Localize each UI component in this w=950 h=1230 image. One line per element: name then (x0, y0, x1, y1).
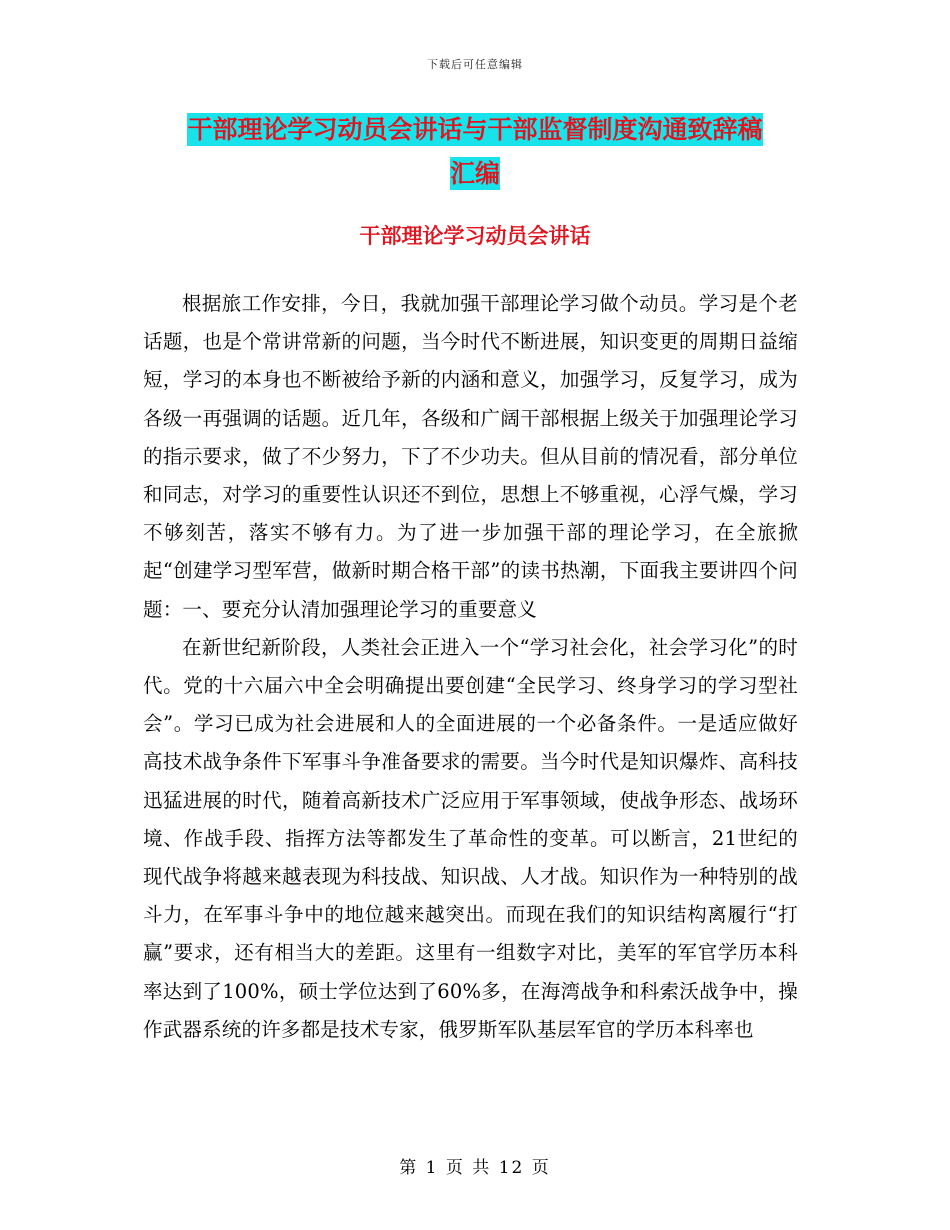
document-title-line-2: 汇编 (449, 159, 500, 188)
paragraph: 在新世纪新阶段，人类社会正进入一个“学习社会化，社会学习化”的时代。党的十六届六中全会明确提出要创建“全民学习、终身学习的学习型社会”。学习已成为社会进展和人的全面进展的一个必备条件。一是适应做好高技术战争条件下军事斗争准备要求的需要。当今时代是知识爆炸、高科技迅猛进展的时代，随着高新技术广泛应用于军事领域，使战争形态、战场环境、作战手段、指挥方法等都发生了革命性的变革。可以断言，21世纪的现代战争将越来越表现为科技战、知识战、人才战。知识作为一种特别的战斗力，在军事斗争中的地位越来越突出。而现在我们的知识结构离履行“打赢”要求，还有相当大的差距。这里有一组数字对比，美军的军官学历本科率达到了100%，硕士学位达到了60%多，在海湾战争和科索沃战争中，操作武器系统的许多都是技术专家，俄罗斯军队基层军官的学历本科率也 (143, 635, 798, 1041)
page-number-footer: 第 1 页 共 12 页 (399, 1158, 551, 1178)
section-title: 干部理论学习动员会讲话 (359, 224, 591, 248)
document-title-line-1: 干部理论学习动员会讲话与干部监督制度沟通致辞稿 (187, 115, 763, 144)
header-note: 下载后可任意编辑 (427, 58, 523, 71)
paragraph: 根据旅工作安排，今日，我就加强干部理论学习做个动员。学习是个老话题，也是个常讲常新的问题，当今时代不断进展，知识变更的周期日益缩短，学习的本身也不断被给予新的内涵和意义，加强学习，反复学习，成为各级一再强调的话题。近几年，各级和广阔干部根据上级关于加强理论学习的指示要求，做了不少努力，下了不少功夫。但从目前的情况看，部分单位和同志，对学习的重要性认识还不到位，思想上不够重视，心浮气燥，学习不够刻苦，落实不够有力。为了进一步加强干部的理论学习，在全旅掀起“创建学习型军营，做新时期合格干部”的读书热潮，下面我主要讲四个问题：一、要充分认清加强理论学习的重要意义 (143, 292, 798, 621)
document-body (143, 285, 798, 1049)
document-title (140, 108, 810, 196)
